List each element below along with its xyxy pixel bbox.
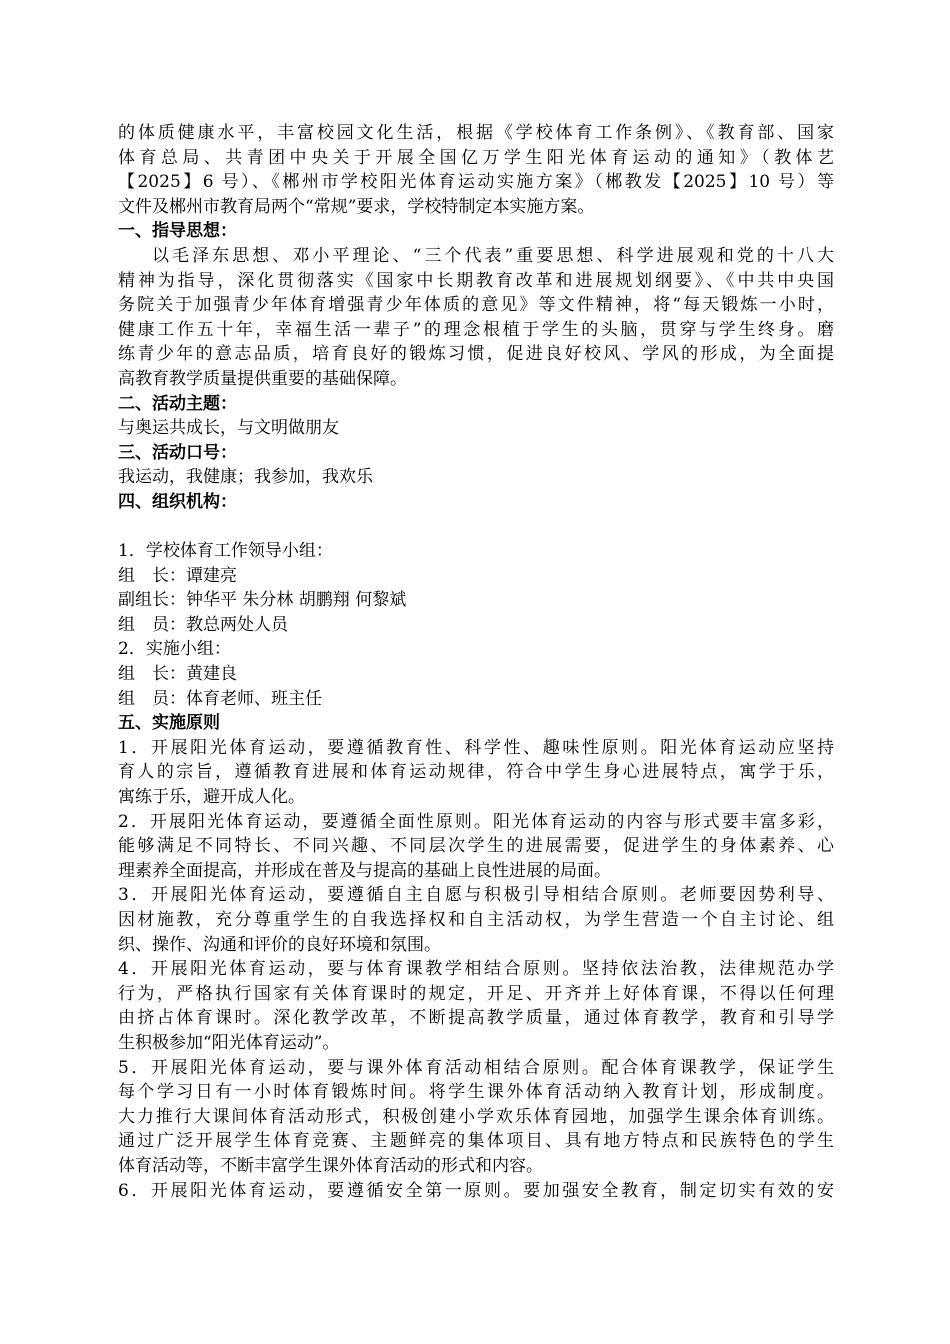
activity-slogan-text: 我运动，我健康；我参加，我欢乐 [118, 467, 373, 488]
text-line: 的体质健康水平，丰富校园文化生活，根据《学校体育工作条例》、《教育部、国家 [118, 123, 834, 143]
text-line: 因材施教，充分尊重学生的自我选择权和自主活动权，为学生营造一个自主讨论、组 [118, 910, 834, 930]
text-line: 高教育教学质量提供重要的基础保障。 [118, 368, 407, 389]
organization-list [118, 539, 834, 711]
text-line: 大力推行大课间体育活动形式，积极创建小学欢乐体育园地，加强学生课余体育训练。 [118, 1106, 834, 1127]
text-line: 织、操作、沟通和评价的良好环境和氛围。 [118, 934, 441, 955]
text-line: 理素养全面提高，并形成在普及与提高的基础上良性进展的局面。 [118, 860, 611, 881]
list-item: 组 员：体育老师、班主任 [118, 688, 322, 709]
text-line: 精神为指导，深化贯彻落实《国家中长期教育改革和进展规划纲要》、《中共中央国 [118, 270, 834, 291]
text-line: 由挤占体育课时。深化教学改革，不断提高教学质量，通过体育教学，教育和引导学 [118, 1008, 834, 1029]
text-line: 文件及郴州市教育局两个“常规”要求，学校特制定本实施方案。 [118, 196, 595, 217]
text-line: 育人的宗旨，遵循教育进展和体育运动规律，符合中学生身心进展特点，寓学于乐， [118, 762, 834, 783]
list-item: 副组长：钟华平 朱分林 胡鹏翔 何黎斌 [118, 590, 407, 611]
guiding-ideology-paragraph [118, 244, 834, 392]
list-item: 组 长：谭建亮 [118, 565, 237, 586]
text-line: 3．开展阳光体育运动，要遵循自主自愿与积极引导相结合原则。老师要因势利导、 [118, 885, 834, 906]
principle-item-3 [118, 883, 834, 957]
list-item: 1．学校体育工作领导小组： [118, 541, 333, 562]
text-line: 【2025】6 号）、《郴州市学校阳光体育运动实施方案》（郴教发【2025】10 号）等 [118, 172, 834, 193]
section-heading-organization: 四、组织机构： [118, 491, 237, 512]
text-line: 4．开展阳光体育运动，要与体育课教学相结合原则。坚持依法治教，法律规范办学 [118, 959, 834, 980]
text-line: 寓练于乐，避开成人化。 [118, 787, 305, 808]
section-heading-activity-theme: 二、活动主题： [118, 393, 237, 414]
text-line: 练青少年的意志品质，培育良好的锻炼习惯，促进良好校风、学风的形成，为全面提 [118, 344, 834, 365]
section-heading-principles: 五、实施原则 [118, 713, 220, 734]
text-line: 1．开展阳光体育运动，要遵循教育性、科学性、趣味性原则。阳光体育运动应坚持 [118, 737, 834, 758]
section-heading-guiding-ideology: 一、指导思想： [118, 221, 237, 242]
text-line: 行为，严格执行国家有关体育课时的规定，开足、开齐并上好体育课，不得以任何理 [118, 983, 834, 1004]
activity-theme-text: 与奥运共成长，与文明做朋友 [118, 418, 339, 439]
text-line: 通过广泛开展学生体育竞赛、主题鲜亮的集体项目、具有地方特点和民族特色的学生 [118, 1131, 834, 1152]
list-item: 组 员：教总两处人员 [118, 614, 288, 635]
text-line: 能够满足不同特长、不同兴趣、不同层次学生的进展需要，促进学生的身体素养、心 [118, 836, 834, 857]
blank-line [118, 515, 834, 540]
principle-item-5 [118, 1056, 834, 1179]
document-page [118, 121, 834, 1203]
text-line: 体育总局、共青团中央关于开展全国亿万学生阳光体育运动的通知》（教体艺 [118, 147, 834, 168]
list-item: 2．实施小组： [118, 639, 231, 660]
principle-item-1 [118, 736, 834, 810]
text-line: 生积极参加“阳光体育运动”。 [118, 1032, 340, 1053]
principle-item-2 [118, 810, 834, 884]
text-line: 2．开展阳光体育运动，要遵循全面性原则。阳光体育运动的内容与形式要丰富多彩， [118, 811, 834, 832]
text-line: 以毛泽东思想、邓小平理论、“三个代表”重要思想、科学进展观和党的十八大 [152, 245, 834, 266]
section-heading-activity-slogan: 三、活动口号： [118, 442, 237, 463]
principle-item-6 [118, 1179, 834, 1204]
text-line: 5．开展阳光体育运动，要与课外体育活动相结合原则。配合体育课教学，保证学生 [118, 1057, 834, 1078]
text-line: 体育活动等，不断丰富学生课外体育活动的形式和内容。 [118, 1155, 543, 1176]
list-item: 组 长：黄建良 [118, 664, 237, 685]
principle-item-4 [118, 957, 834, 1055]
text-line: 健康工作五十年，幸福生活一辈子”的理念根植于学生的头脑，贯穿与学生终身。磨 [118, 319, 834, 340]
text-line: 每个学习日有一小时体育锻炼时间。将学生课外体育活动纳入教育计划，形成制度。 [118, 1082, 834, 1103]
intro-paragraph [118, 121, 834, 219]
text-line: 务院关于加强青少年体育增强青少年体质的意见》等文件精神，将“每天锻炼一小时， [118, 295, 834, 316]
text-line: 6．开展阳光体育运动，要遵循安全第一原则。要加强安全教育，制定切实有效的安 [118, 1180, 834, 1201]
